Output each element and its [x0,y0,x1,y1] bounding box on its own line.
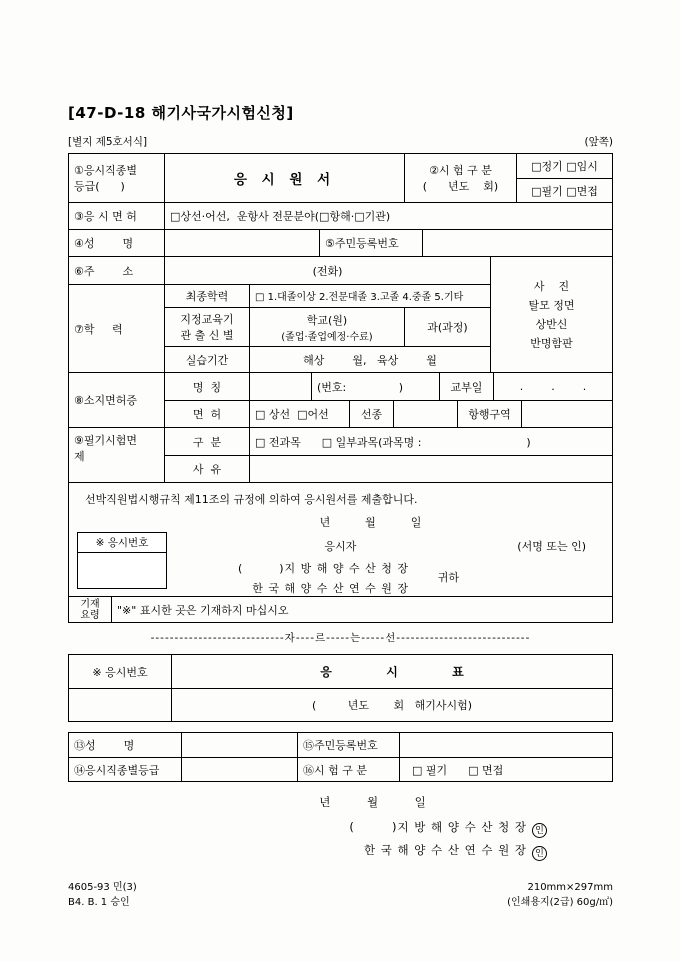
seal-icon: 인 [532,823,547,838]
admission-card-title: 응 시 표 [171,655,612,688]
photo-label: 사 진 [533,279,570,293]
checkbox-regular-temp: □정기 □임시 [531,160,598,173]
practice-period-label: 실습기간 [185,353,229,367]
address-education-rows [69,257,490,372]
front-side-label: (앞쪽) [584,136,613,148]
issue-date-label: 교부일 [439,373,493,400]
application-number-label: ※ 응시번호 [78,533,166,553]
row-license-type [165,400,612,427]
block-held-license [69,372,612,427]
row-card-title [69,655,612,688]
license-name-input-area [249,373,311,400]
footer-form-code: 4605-93 민(3) B4. B. 1 승인 [68,882,137,908]
card-rrn-label: ⑮주민등록번호 [297,733,399,757]
card-application-number-label: ※ 응시번호 [92,665,148,679]
phone-label: (전화) [164,257,490,284]
issue-date-line: 년 월 일 [319,795,426,809]
license-name-label: 명 칭 [192,380,222,394]
application-form-table [68,153,613,623]
exemption-reason-input-area [249,456,612,482]
photo-box: 사 진 탈모 정면 상반신 반명함판 [490,257,612,372]
card-exam-division-label: ⑯시 험 구 분 [297,758,399,781]
card-class-label: ⑭응시직종별등급 [74,763,160,777]
declaration-statement: 선박직원법시행규칙 제11조의 규정에 의하여 응시원서를 제출합니다. [85,493,418,506]
issuer-training-institute-line: 한 국 해 양 수 산 연 수 원 장 인 [68,839,613,862]
addressee-training-institute: 한 국 해 양 수 산 연 수 원 장 [252,582,409,595]
held-license-subrows [164,373,612,427]
exemption-reason-label: 사 유 [192,463,222,476]
declaration-area [69,483,612,596]
school-status-label: (졸업·졸업예정·수료) [281,331,373,343]
footer-paper-spec: 210mm×297mm (인쇄용지(2급) 60g/㎡) [507,882,613,908]
form-sheet [68,102,613,910]
department-label: 과(과정) [404,308,490,347]
practice-period-value: 해상 월, 육상 월 [249,347,490,372]
row-exemption-division [165,428,612,455]
name-label: ④성 명 [74,237,134,250]
row-card-subtitle [69,688,612,721]
checkbox-written-interview: □필기 □면접 [517,178,612,202]
applicant-class-label: ①응시직종별 등급( ) [74,164,137,193]
institution-label: 지정교육기 관 출 신 별 [180,313,234,343]
school-label: 학교(원) [306,313,348,327]
row-practice-period [165,346,490,372]
cut-here-line: ----------------------------자----르-----는-----선---------------------------- [150,632,531,644]
row-final-education [165,285,490,307]
education-subrows [164,285,490,372]
issuer-signature-block [68,794,613,862]
declaration-date-line: 년 월 일 [319,516,422,529]
rrn-label: ⑤주민등록번호 [319,230,422,256]
navigation-area-input-area [521,401,612,427]
final-education-options: □ 1.대졸이상 2.전문대졸 3.고졸 4.중졸 5.기타 [249,285,490,307]
navigation-area-label: 항행구역 [457,401,521,427]
row-address [69,257,490,284]
form-ref-label: [별지 제5호서식] [68,136,148,148]
held-license-label: ⑧소지면허증 [74,394,137,407]
license-applied-options: □상선·어선, 운항사 전문분야(□항해·□기관) [164,203,612,229]
block-written-exemption [69,427,612,482]
license-number-label: (번호: ) [311,373,439,400]
addressee-regional-office: ( )지 방 해 양 수 산 청 장 [237,562,409,575]
license-type-options: □ 상선 □어선 [249,401,349,427]
row-card-name [69,733,612,757]
application-title: 응 시 원 서 [164,154,404,202]
dear-label: 귀하 [437,571,459,584]
card-class-input-area [181,758,297,781]
row-license-name [165,373,612,400]
applicant-label: 응시자 [324,540,357,553]
address-label: ⑥주 소 [74,264,134,278]
card-rrn-input-area [399,733,612,757]
row-card-class [69,757,612,781]
ship-kind-label: 선종 [349,401,393,427]
issuer-regional-office-line: ( )지 방 해 양 수 산 청 장 인 [68,816,613,839]
sub-header [68,134,613,149]
final-education-label: 최종학력 [185,289,229,303]
row-application-title [69,154,612,202]
notes-label: 기재 요령 [80,598,100,621]
seal-icon: 인 [532,846,547,861]
row-education [69,284,490,372]
education-label: ⑦학 력 [74,322,123,336]
exemption-division-label: 구 분 [192,435,222,449]
exemption-division-options: □ 전과목 □ 일부과목(과목명 : ) [249,428,612,455]
card-application-number-input-area [69,689,171,721]
card-name-label: ⑬성 명 [74,739,135,752]
page-title: [47-D-18 해기사국가시험신청] [68,104,294,122]
notes-text: "※" 표시한 곳은 기재하지 마십시오 [111,597,612,622]
signature-hint: (서명 또는 인) [517,540,586,553]
exam-division-label: ②시 험 구 분 ( 년도 회) [404,154,516,202]
name-input-area [164,230,319,256]
block-address-education [69,256,612,372]
admission-card-subtitle: ( 년도 회 해기사시험) [171,689,612,721]
license-type-label: 면 허 [192,408,222,421]
row-designated-institution [165,307,490,347]
issue-date-value: . . . [493,373,612,400]
row-license-applied [69,202,612,229]
card-exam-division-options: □ 필기 □ 면접 [399,758,612,781]
page-footer [68,880,613,910]
block-declaration [69,482,612,596]
exam-type-checkboxes [516,154,612,202]
row-fill-notes [69,596,612,622]
written-exemption-label: ⑨필기시험면 제 [74,434,137,463]
application-number-box [77,532,167,589]
license-applied-label: ③응 시 면 허 [74,210,137,223]
card-name-input-area [181,733,297,757]
ship-kind-input-area [393,401,457,427]
admission-card-table [68,654,613,722]
school-cell [249,308,404,347]
card-info-table [68,732,613,782]
addressee-block [169,559,459,599]
row-exemption-reason [165,455,612,482]
row-name-rrn [69,229,612,256]
rrn-input-area [422,230,612,256]
written-exemption-subrows [164,428,612,482]
